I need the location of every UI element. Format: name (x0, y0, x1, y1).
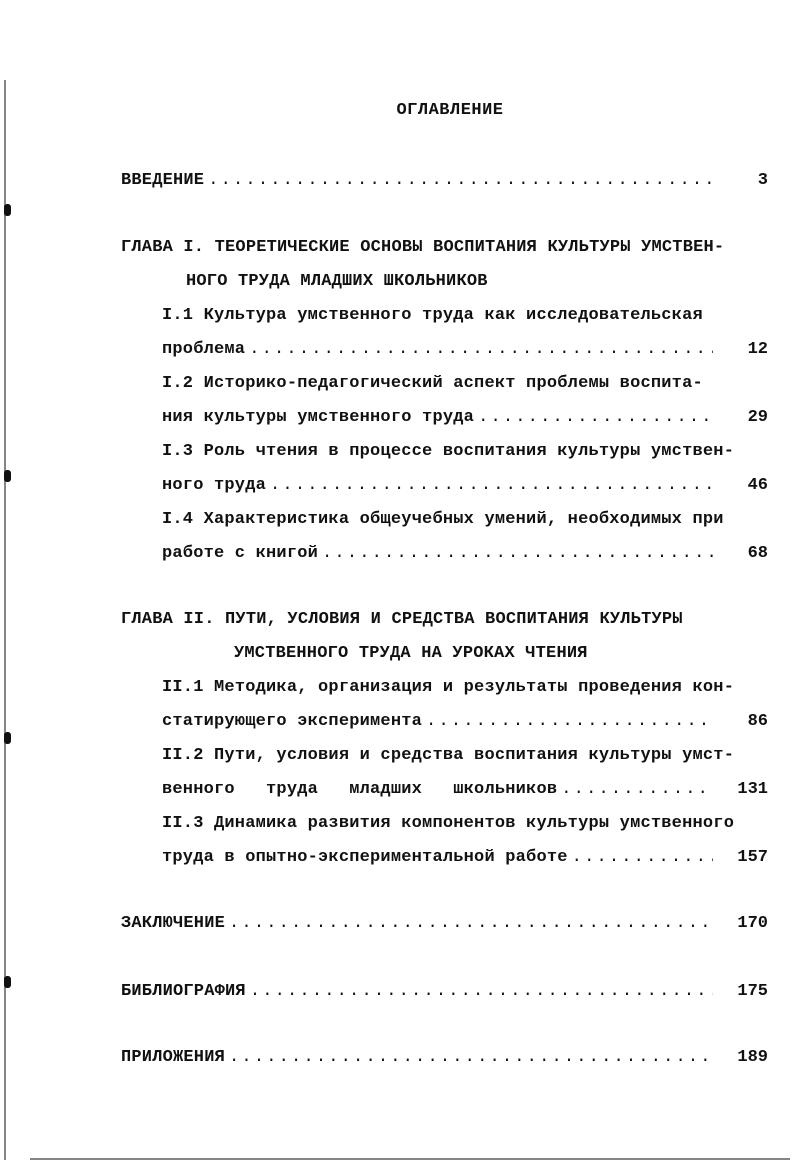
dot-leader (229, 914, 713, 934)
toc-entry-label: труда в опытно-экспериментальной работе (162, 848, 568, 867)
toc-entry-section-1-3 (162, 476, 717, 496)
section-2-2-line1: II.2 Пути, условия и средства воспитания культуры умст- (162, 746, 735, 765)
binding-hole-icon (4, 204, 11, 216)
dot-leader (250, 982, 713, 1002)
dot-leader (572, 848, 713, 868)
toc-page-number: 12 (747, 340, 768, 359)
toc-entry-section-1-2 (162, 408, 717, 428)
toc-page-number: 86 (747, 712, 768, 731)
section-2-1-line1: II.1 Методика, организация и результаты проведения кон- (162, 678, 735, 697)
toc-page-number: 3 (757, 171, 768, 190)
dot-leader (478, 408, 713, 428)
toc-entry-bibliography (121, 982, 717, 1002)
chapter1-heading-line1: ГЛАВА I. ТЕОРЕТИЧЕСКИЕ ОСНОВЫ ВОСПИТАНИЯ КУЛЬТУРЫ УМСТВЕН- (121, 238, 725, 257)
toc-entry-intro (121, 171, 717, 191)
toc-entry-conclusion (121, 914, 717, 934)
toc-entry-label: БИБЛИОГРАФИЯ (121, 982, 246, 1001)
toc-entry-label: ПРИЛОЖЕНИЯ (121, 1048, 226, 1067)
chapter2-heading-line2: УМСТВЕННОГО ТРУДА НА УРОКАХ ЧТЕНИЯ (234, 644, 588, 663)
toc-page-number: 157 (737, 848, 768, 867)
binding-hole-icon (4, 976, 11, 988)
section-1-4-line1: I.4 Характеристика общеучебных умений, необходимых при (162, 510, 724, 529)
dot-leader (322, 544, 713, 564)
toc-entry-section-2-1 (162, 712, 717, 732)
toc-entry-label: статирующего эксперимента (162, 712, 423, 731)
toc-page-number: 29 (747, 408, 768, 427)
toc-entry-section-1-1 (162, 340, 717, 360)
chapter1-heading-line2: НОГО ТРУДА МЛАДШИХ ШКОЛЬНИКОВ (186, 272, 488, 291)
toc-entry-label: ния культуры умственного труда (162, 408, 475, 427)
dot-leader (249, 340, 713, 360)
toc-entry-label: ЗАКЛЮЧЕНИЕ (121, 914, 226, 933)
dot-leader (208, 171, 713, 191)
toc-page-number: 189 (737, 1048, 768, 1067)
toc-entry-label: проблема (162, 340, 246, 359)
toc-entry-section-2-3 (162, 848, 717, 868)
section-1-2-line1: I.2 Историко-педагогический аспект проблемы воспита- (162, 374, 703, 393)
toc-entry-label: венного труда младших школьников (162, 780, 558, 799)
toc-entry-section-2-2 (162, 780, 717, 800)
toc-entry-label: ного труда (162, 476, 267, 495)
dot-leader (229, 1048, 713, 1068)
binding-hole-icon (4, 732, 11, 744)
page-title: ОГЛАВЛЕНИЕ (396, 101, 504, 120)
toc-entry-label: ВВЕДЕНИЕ (121, 171, 205, 190)
scan-edge-line (4, 80, 6, 1160)
toc-page-number: 131 (737, 780, 768, 799)
dot-leader (561, 780, 713, 800)
binding-hole-icon (4, 470, 11, 482)
toc-entry-label: работе с книгой (162, 544, 319, 563)
dot-leader (270, 476, 713, 496)
toc-page-number: 175 (737, 982, 768, 1001)
toc-page-number: 68 (747, 544, 768, 563)
scan-bottom-line (30, 1158, 790, 1160)
section-1-1-line1: I.1 Культура умственного труда как исследовательская (162, 306, 703, 325)
toc-page-number: 46 (747, 476, 768, 495)
toc-entry-section-1-4 (162, 544, 717, 564)
chapter2-heading-line1: ГЛАВА II. ПУТИ, УСЛОВИЯ И СРЕДСТВА ВОСПИТАНИЯ КУЛЬТУРЫ (121, 610, 683, 629)
section-1-3-line1: I.3 Роль чтения в процессе воспитания культуры умствен- (162, 442, 735, 461)
toc-page-number: 170 (737, 914, 768, 933)
dot-leader (426, 712, 713, 732)
toc-entry-appendices (121, 1048, 717, 1068)
section-2-3-line1: II.3 Динамика развития компонентов культуры умственного (162, 814, 735, 833)
